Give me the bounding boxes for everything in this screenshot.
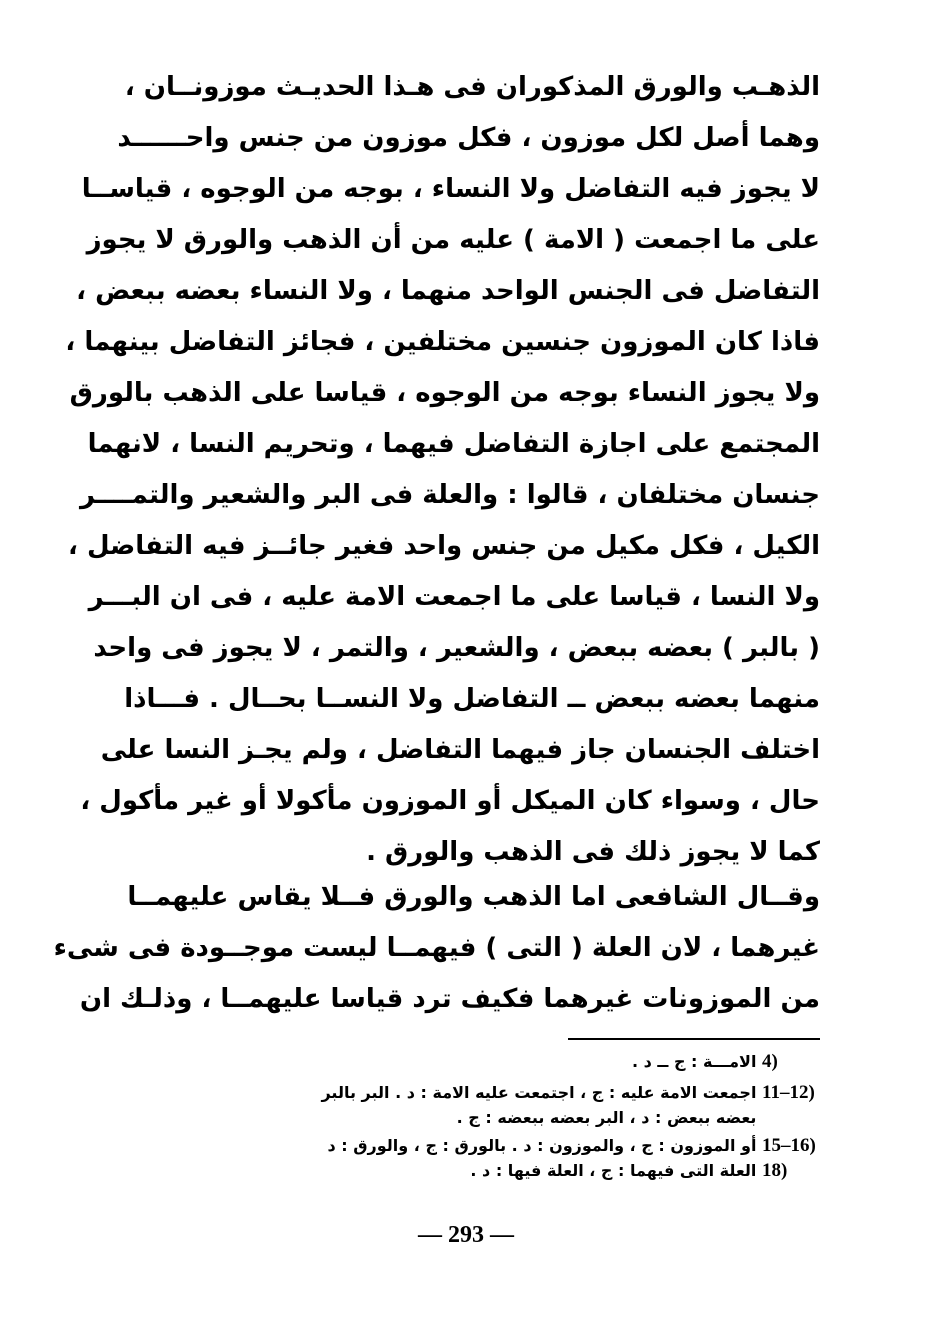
footnote: [160, 1083, 820, 1103]
footnote: [160, 1136, 820, 1156]
text-line: اختلف الجنسان جاز فيهما التفاضل ، ولم يجـز النسا على: [100, 735, 820, 765]
text-line: الذهـب والورق المذكوران فى هـذا الحديـث موزونــان ،: [124, 72, 820, 102]
footnote: [160, 1108, 820, 1128]
footnote-ref: 18): [762, 1160, 788, 1181]
text-line: على ما اجمعت ( الامة ) عليه من أن الذهب والورق لا يجوز: [86, 225, 820, 255]
text-line: من الموزونات غيرهما فكيف ترد قياسا عليهمــا ، وذلـك ان: [79, 984, 820, 1014]
text-line: الكيل ، فكل مكيل من جنس واحد فغير جائــز فيه التفاضل ،: [68, 531, 820, 561]
text-line: ولا يجوز النساء بوجه من الوجوه ، قياسا على الذهب بالورق: [69, 378, 820, 408]
text-line: لا يجوز فيه التفاضل ولا النساء ، بوجه من الوجوه ، قياســا: [81, 174, 820, 204]
text-line: وقــال الشافعى اما الذهب والورق فــلا يقاس عليهمــا: [127, 882, 820, 912]
text-line: منهما بعضه ببعض ــ التفاضل ولا النســا بحــال . فـــاذا: [124, 684, 820, 714]
footnote-ref: 15–16): [762, 1135, 816, 1156]
text-line: فاذا كان الموزون جنسين مختلفين ، فجائز التفاضل بينهما ،: [65, 327, 820, 357]
footnote: [160, 1052, 820, 1072]
text-line: المجتمع على اجازة التفاضل فيهما ، وتحريم النسا ، لانهما: [87, 429, 820, 459]
page-number: — 293 —: [418, 1222, 514, 1248]
footnote-text: بعضه ببعض : د ، البر بعضه ببعضه : ج .: [456, 1108, 757, 1127]
text-line: غيرهما ، لان العلة ( التى ) فيهمــا ليست موجــودة فى شىء: [53, 933, 820, 963]
footnote-text: العلة التى فيهما : ج ، العلة فيها : د .: [470, 1161, 757, 1180]
footnote: [160, 1161, 820, 1181]
text-line: جنسان مختلفان ، قالوا : والعلة فى البر والشعير والتمــــر: [79, 480, 820, 510]
text-line: ( بالبر ) بعضه ببعض ، والشعير ، والتمر ، لا يجوز فى واحد: [93, 633, 820, 663]
footnote-ref: 11–12): [762, 1082, 815, 1103]
footnote-ref: 4): [762, 1051, 778, 1072]
text-line: التفاضل فى الجنس الواحد منهما ، ولا النساء بعضه ببعض ،: [76, 276, 820, 306]
footnote-divider: [568, 1038, 820, 1040]
footnote-text: اجمعت الامة عليه : ج ، اجتمعت عليه الامة : د . البر بالبر: [321, 1083, 757, 1102]
footnote-text: الامـــة : ج ــ د .: [632, 1052, 757, 1071]
footnote-text: أو الموزون : ج ، والموزون : د . بالورق : ج ، والورق : د: [327, 1136, 757, 1155]
text-line: ولا النسا ، قياسا على ما اجمعت الامة عليه ، فى ان البـــر: [88, 582, 820, 612]
text-line: وهما أصل لكل موزون ، فكل موزون من جنس واحــــــد: [117, 123, 820, 153]
text-line: حال ، وسواء كان الميكل أو الموزون مأكولا أو غير مأكول ،: [80, 786, 820, 816]
text-line: كما لا يجوز ذلك فى الذهب والورق .: [366, 837, 820, 867]
